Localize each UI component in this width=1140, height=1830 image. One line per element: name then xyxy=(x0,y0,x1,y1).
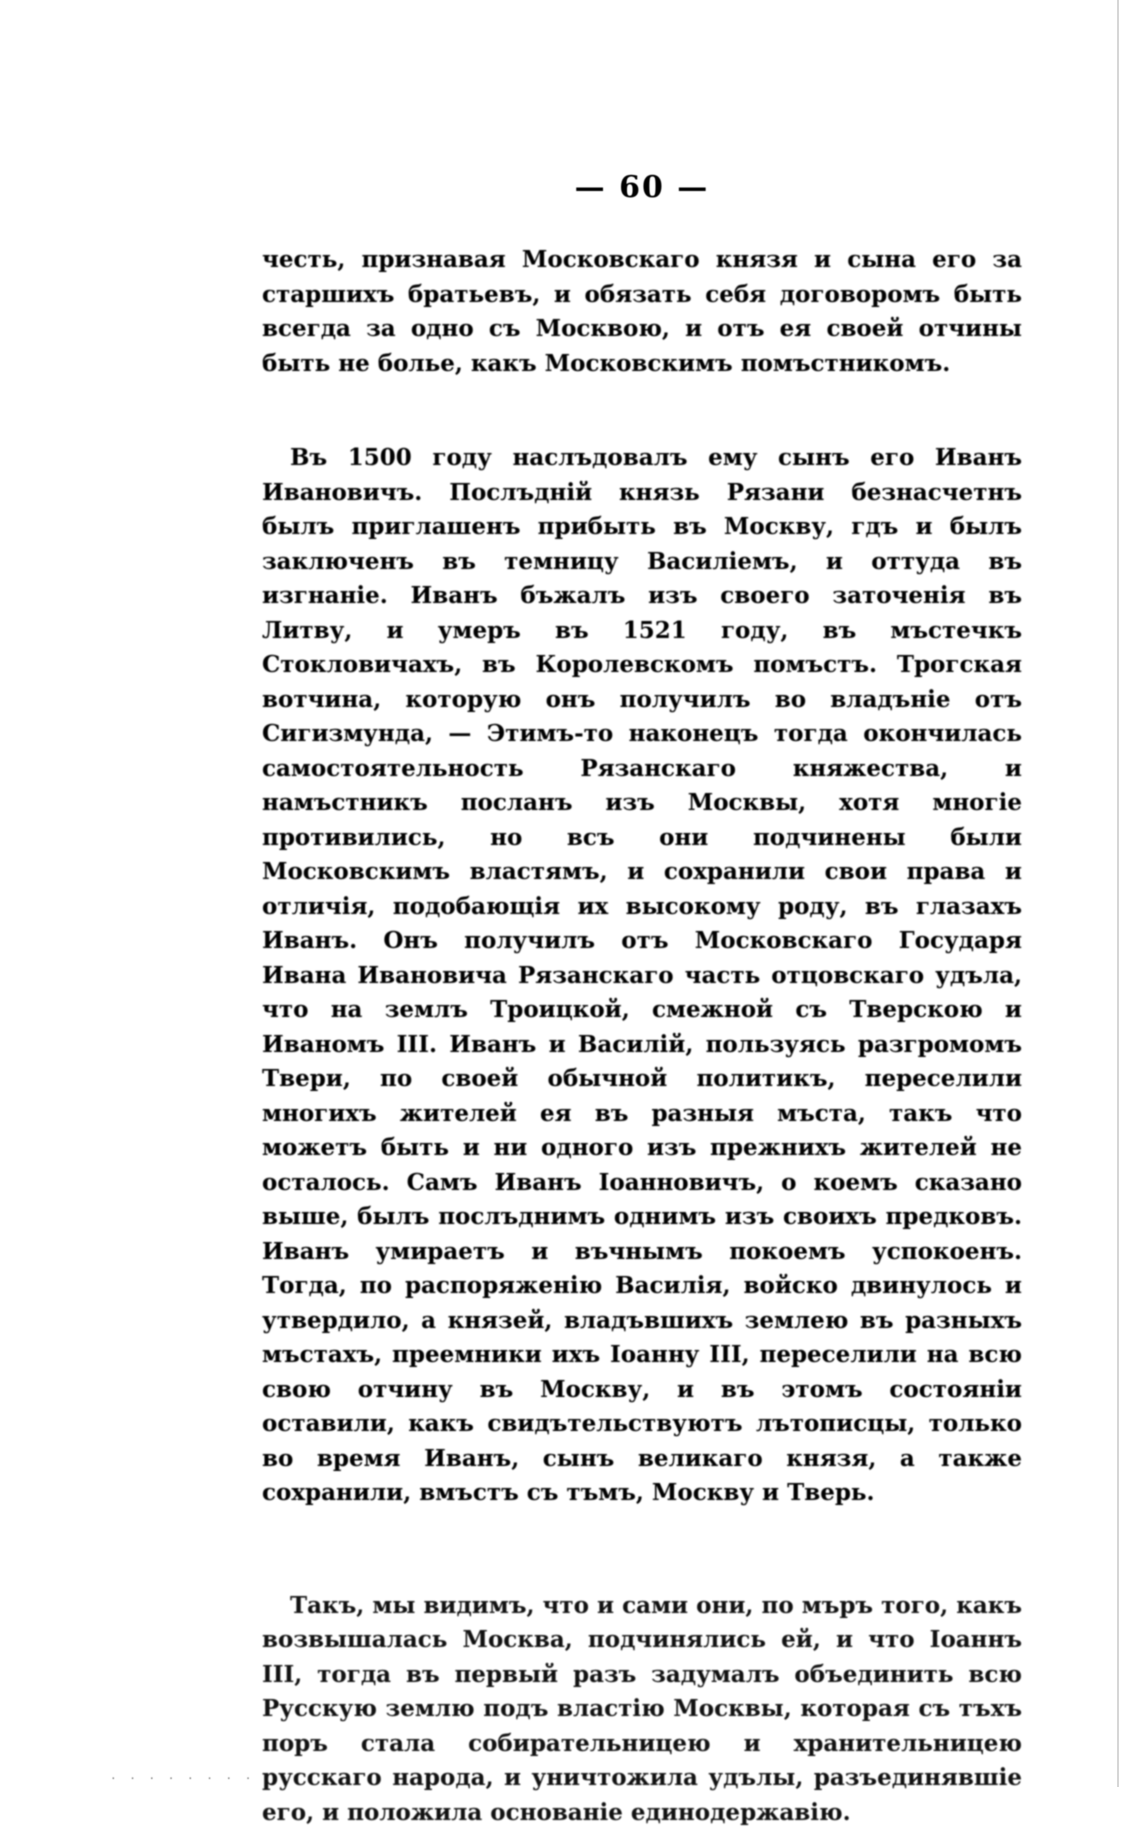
page-edge-line xyxy=(1117,0,1119,1787)
paragraph-1: честь, признавая Московскаго князя и сына его за старшихъ братьевъ, и обязать себя договоромъ быть всегда за одно съ Москвою, и отъ ея своей отчины быть не болье, какъ Московскимъ помъстникомъ. xyxy=(262,243,1022,381)
document-page xyxy=(262,170,1022,1830)
page-number: — 60 — xyxy=(262,170,1022,205)
paragraph-2: Въ 1500 году наслъдовалъ ему сынъ его Иванъ Ивановичъ. Послъдній князь Рязани безнасчетнъ былъ приглашенъ прибыть въ Москву, гдъ и былъ заключенъ въ темницу Василіемъ, и оттуда въ изгнаніе. Иванъ бъжалъ изъ своего заточенія въ Литву, и умеръ въ 1521 году, въ мъстечкъ Стокловичахъ, въ Королевскомъ помъстъ. Трогская вотчина, которую онъ получилъ во владъніе отъ Сигизмунда, — Этимъ-то наконецъ тогда окончилась самостоятельность Рязанскаго княжества, и намъстникъ посланъ изъ Москвы, хотя многіе противились, но всъ они подчинены были Московскимъ властямъ, и сохранили свои права и отличія, подобающія их высокому роду, въ глазахъ Иванъ. Онъ получилъ отъ Московскаго Государя Ивана Ивановича Рязанскаго часть отцовскаго удъла, что на землъ Троицкой, смежной съ Тверскою и Иваномъ III. Иванъ и Василій, пользуясь разгромомъ Твери, по своей обычной политикъ, переселили многихъ жителей ея въ разныя мъста, такъ что можетъ быть и ни одного изъ прежнихъ жителей не осталось. Самъ Иванъ Іоанновичъ, о коемъ сказано выше, былъ послъднимъ однимъ изъ своихъ предковъ. Иванъ умираетъ и въчнымъ покоемъ успокоенъ. Тогда, по распоряженію Василія, войско двинулось и утвердило, а князей, владъвшихъ землею въ разныхъ мъстахъ, преемники ихъ Іоанну III, переселили на всю свою отчину въ Москву, и въ этомъ состояніи оставили, какъ свидътельствуютъ лътописцы, только во время Иванъ, сынъ великаго князя, а также сохранили, вмъстъ съ тъмъ, Москву и Тверь. xyxy=(262,441,1022,1511)
paragraph-3: Такъ, мы видимъ, что и сами они, по мъръ того, какъ возвышалась Москва, подчинялись ей, и что Іоаннъ III, тогда въ первый разъ задумалъ объединить всю Русскую землю подъ властію Москвы, которая съ тъхъ поръ стала собирательницею и хранительницею русскаго народа, и уничтожила удълы, разъединявшіе его, и положила основаніе единодержавію. xyxy=(262,1589,1022,1830)
footer-scan-mark: · · · · · · · · xyxy=(110,1772,254,1785)
